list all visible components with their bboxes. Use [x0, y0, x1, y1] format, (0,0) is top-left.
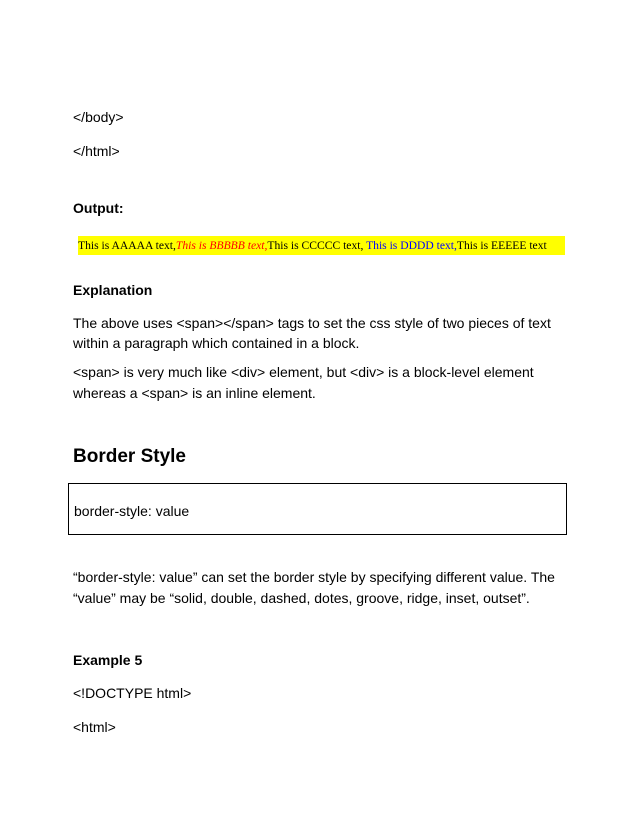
example-heading: Example 5	[73, 652, 143, 668]
output-rendered-sample	[78, 236, 565, 255]
explanation-paragraph-2-line-2: whereas a <span> is an inline element.	[73, 385, 316, 401]
code-line-body-close: </body>	[73, 109, 124, 125]
explanation-paragraph-1-line-2: within a paragraph which contained in a block.	[73, 335, 360, 351]
output-segment-d: This is DDDD text,	[366, 239, 457, 252]
output-segment-b: This is BBBBB text,	[175, 239, 268, 252]
border-style-heading: Border Style	[73, 446, 186, 467]
border-description-line-1: “border-style: value” can set the border style by specifying different value. The	[73, 569, 555, 585]
syntax-box	[68, 483, 567, 535]
code-line-doctype: <!DOCTYPE html>	[73, 685, 192, 701]
code-line-html-open: <html>	[73, 719, 116, 735]
output-segment-c: This is CCCCC text,	[267, 239, 367, 252]
explanation-paragraph-2-line-1: <span> is very much like <div> element, but <div> is a block-level element	[73, 364, 534, 380]
code-line-html-close: </html>	[73, 143, 120, 159]
explanation-paragraph-1-line-1: The above uses <span></span> tags to set the css style of two pieces of text	[73, 315, 551, 331]
syntax-box-text: border-style: value	[74, 503, 190, 519]
explanation-heading: Explanation	[73, 282, 153, 298]
output-segment-e: This is EEEEE text	[456, 239, 547, 252]
border-description-line-2: “value” may be “solid, double, dashed, dotes, groove, ridge, inset, outset”.	[73, 590, 530, 606]
output-segment-a: This is AAAAA text,	[78, 239, 176, 252]
output-label: Output:	[73, 200, 124, 216]
